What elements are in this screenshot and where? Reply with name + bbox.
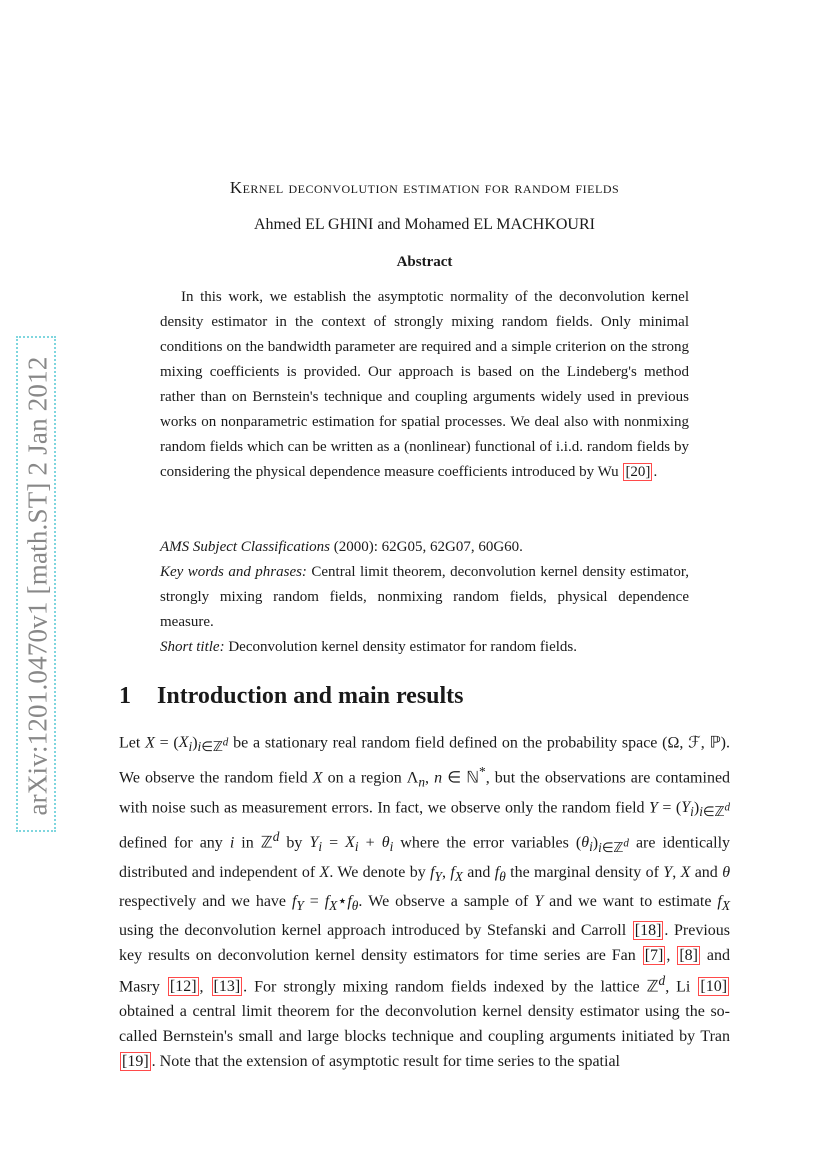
citation-link-18[interactable]: [18]: [634, 921, 662, 939]
section-number: 1: [119, 683, 131, 709]
ams-label: AMS Subject Classifications: [160, 539, 330, 555]
citation-link-10[interactable]: [10]: [700, 977, 728, 995]
short-title-value: Deconvolution kernel density estimator for random fields.: [224, 639, 577, 655]
arxiv-identifier[interactable]: arXiv:1201.0470v1 [math.ST] 2 Jan 2012: [22, 356, 53, 816]
paper-metadata: [160, 535, 689, 660]
keywords: [160, 560, 689, 635]
abstract-heading: Abstract: [396, 254, 453, 270]
ams-classification: [160, 535, 689, 560]
section-title: Introduction and main results: [157, 683, 464, 709]
keywords-value: Central limit theorem, deconvolution kernel density estimator, strongly mixing random fields, nonmixing random fields, physical dependence measure.: [160, 564, 689, 630]
short-title: [160, 635, 689, 660]
keywords-label: Key words and phrases:: [160, 564, 307, 580]
arxiv-stamp: [16, 336, 56, 832]
citation-link-20[interactable]: [20]: [625, 464, 651, 480]
citation-link-19[interactable]: [19]: [122, 1052, 149, 1070]
abstract-text: [160, 285, 689, 485]
short-title-label: Short title:: [160, 639, 225, 655]
abstract-text-end: .: [653, 464, 658, 480]
ams-value: (2000): 62G05, 62G07, 60G60.: [330, 539, 523, 555]
abstract-text-main: In this work, we establish the asymptotic normality of the deconvolution kernel density estimator in the context of strongly mixing random fields. Only minimal conditions on the bandwidth parameter are required and a simple criterion on the strong mixing coefficients is provided. Our approach is based on the Lindeberg's method rather than on Bernstein's technique and coupling arguments widely used in previous works on nonparametric estimation for spatial processes. We deal also with nonmixing random fields which can be written as a (nonlinear) functional of i.i.d. random fields by considering the physical dependence measure coefficients introduced by Wu: [160, 289, 689, 480]
paper-title: Kernel deconvolution estimation for random fields: [229, 178, 620, 197]
citation-link-8[interactable]: [8]: [679, 946, 698, 964]
section-heading: [119, 683, 464, 710]
citation-link-12[interactable]: [12]: [169, 977, 197, 995]
citation-link-7[interactable]: [7]: [644, 946, 664, 964]
introduction-paragraph: Let $X = (X_i)_{i\in ℤ^d}$ be a stationary real random field defined on the probability space (Ω, ℱ, ℙ). We observe the random field X on a region $\Lambda_n$, n ∈ ℕ*, but the observations are contamined with noise such as measurement errors. In fact, we observe only the random field $Y = (Y_i)_{i\in ℤ^d}$ defined for any i in ℤ$^d$ by $Y_i = X_i + \theta_i$ where the error variables $(\theta_i)_{i\in ℤ^d}$ are identically distributed and independent of X. We denote by $f_Y$, $f_X$ and $f_\theta$ the marginal density of Y, X and θ respectively and we have $f_Y$ = $f_X⋆f_\theta$. We observe a sample of Y and we want to estimate $f_X$ using the deconvolution kernel approach introduced by Stefanski and Carroll [18] . Previous key results on deconvolution kernel density estimators for time series are Fan [7] , [8] and Masry [12] , [13] . For strongly mixing random fields indexed by the lattice ℤ$^d$, Li [10] obtained a central limit theorem for the deconvolution kernel density estimator using the so-called Bernstein's small and large blocks technique and coupling arguments initiated by Tran [19] . Note that the extension of asymptotic result for time series to the spatial: [119, 734, 731, 1070]
paper-authors: Ahmed EL GHINI and Mohamed EL MACHKOURI: [254, 216, 595, 233]
citation-link-13[interactable]: [13]: [213, 977, 241, 995]
